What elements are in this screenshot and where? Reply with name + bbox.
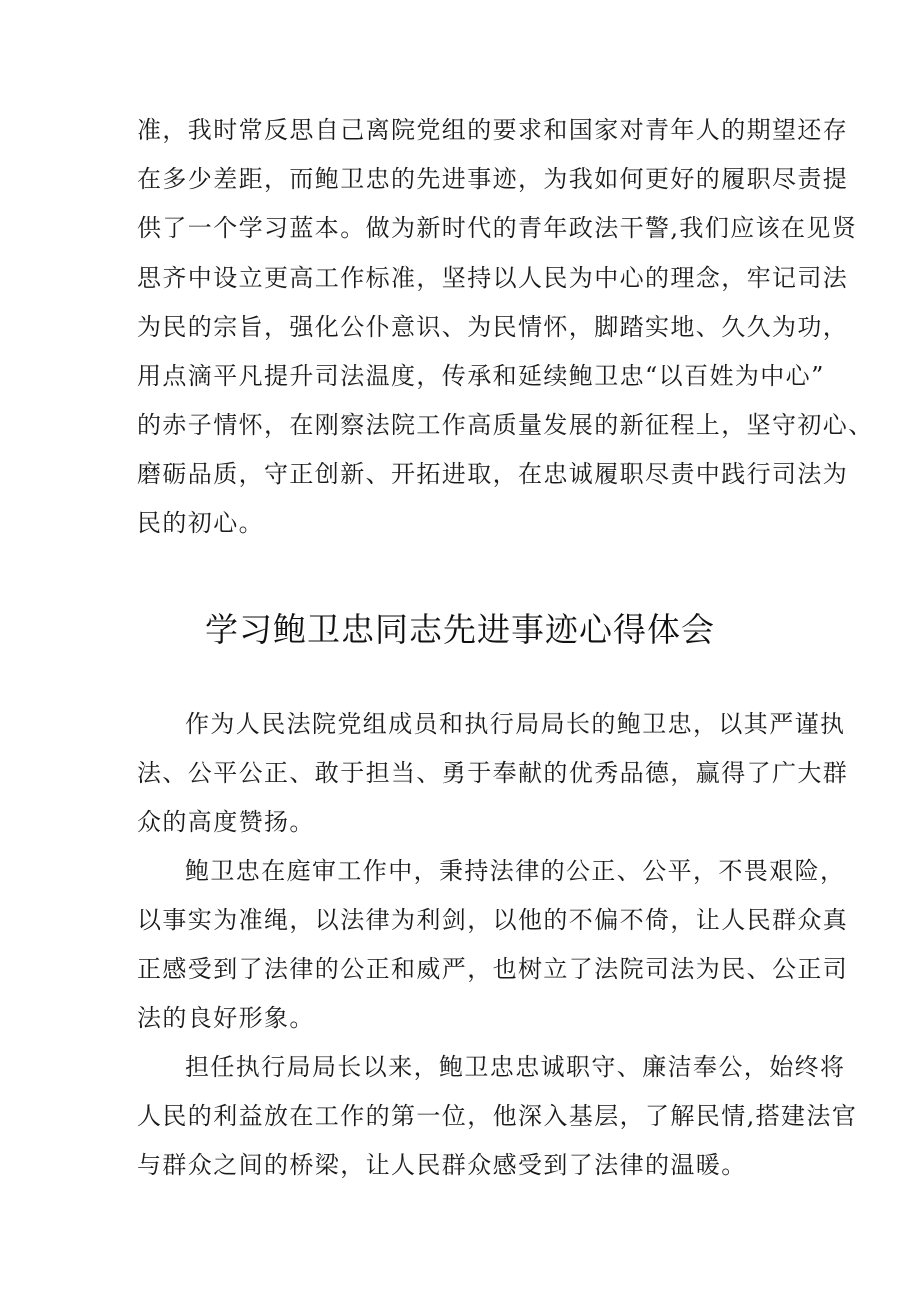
article-title: 学习鲍卫忠同志先进事迹心得体会 (205, 610, 715, 649)
paragraph-line: 民的初心。 (137, 509, 264, 537)
paragraph-line: 磨砺品质，守正创新、开拓进取，在忠诚履职尽责中践行司法为 (137, 460, 849, 488)
paragraph-line: 法的良好形象。 (137, 1004, 315, 1032)
paragraph-line: 思齐中设立更高工作标准，坚持以人民为中心的理念，牢记司法 (137, 264, 849, 292)
paragraph-line: 鲍卫忠在庭审工作中，秉持法律的公正、公平，不畏艰险， (185, 857, 846, 885)
paragraph-line: 担任执行局局长以来，鲍卫忠忠诚职守、廉洁奉公，始终将 (185, 1053, 846, 1081)
paragraph-line: 法、公平公正、敢于担当、勇于奉献的优秀品德，赢得了广大群 (137, 759, 849, 787)
paragraph-line: 与群众之间的桥梁，让人民群众感受到了法律的温暖。 (137, 1151, 747, 1179)
paragraph-line: 作为人民法院党组成员和执行局局长的鲍卫忠，以其严谨执 (185, 710, 846, 738)
paragraph-line: 供了一个学习蓝本。做为新时代的青年政法干警,我们应该在见贤 (137, 214, 858, 242)
paragraph-line: 为民的宗旨，强化公仆意识、为民情怀，脚踏实地、久久为功， (137, 313, 849, 341)
paragraph-line: 在多少差距，而鲍卫忠的先进事迹，为我如何更好的履职尽责提 (137, 165, 849, 193)
paragraph-line: 以事实为准绳，以法律为利剑，以他的不偏不倚，让人民群众真 (137, 906, 849, 934)
paragraph-line: 的赤子情怀，在刚察法院工作高质量发展的新征程上，坚守初心、 (137, 411, 874, 439)
paragraph-line: 用点滴平凡提升司法温度，传承和延续鲍卫忠“以百姓为中心” (137, 362, 825, 390)
paragraph-line: 人民的利益放在工作的第一位，他深入基层，了解民情,搭建法官 (137, 1102, 858, 1130)
paragraph-line: 正感受到了法律的公正和威严，也树立了法院司法为民、公正司 (137, 955, 849, 983)
paragraph-line: 众的高度赞扬。 (137, 808, 315, 836)
paragraph-line: 准，我时常反思自己离院党组的要求和国家对青年人的期望还存 (137, 116, 849, 144)
